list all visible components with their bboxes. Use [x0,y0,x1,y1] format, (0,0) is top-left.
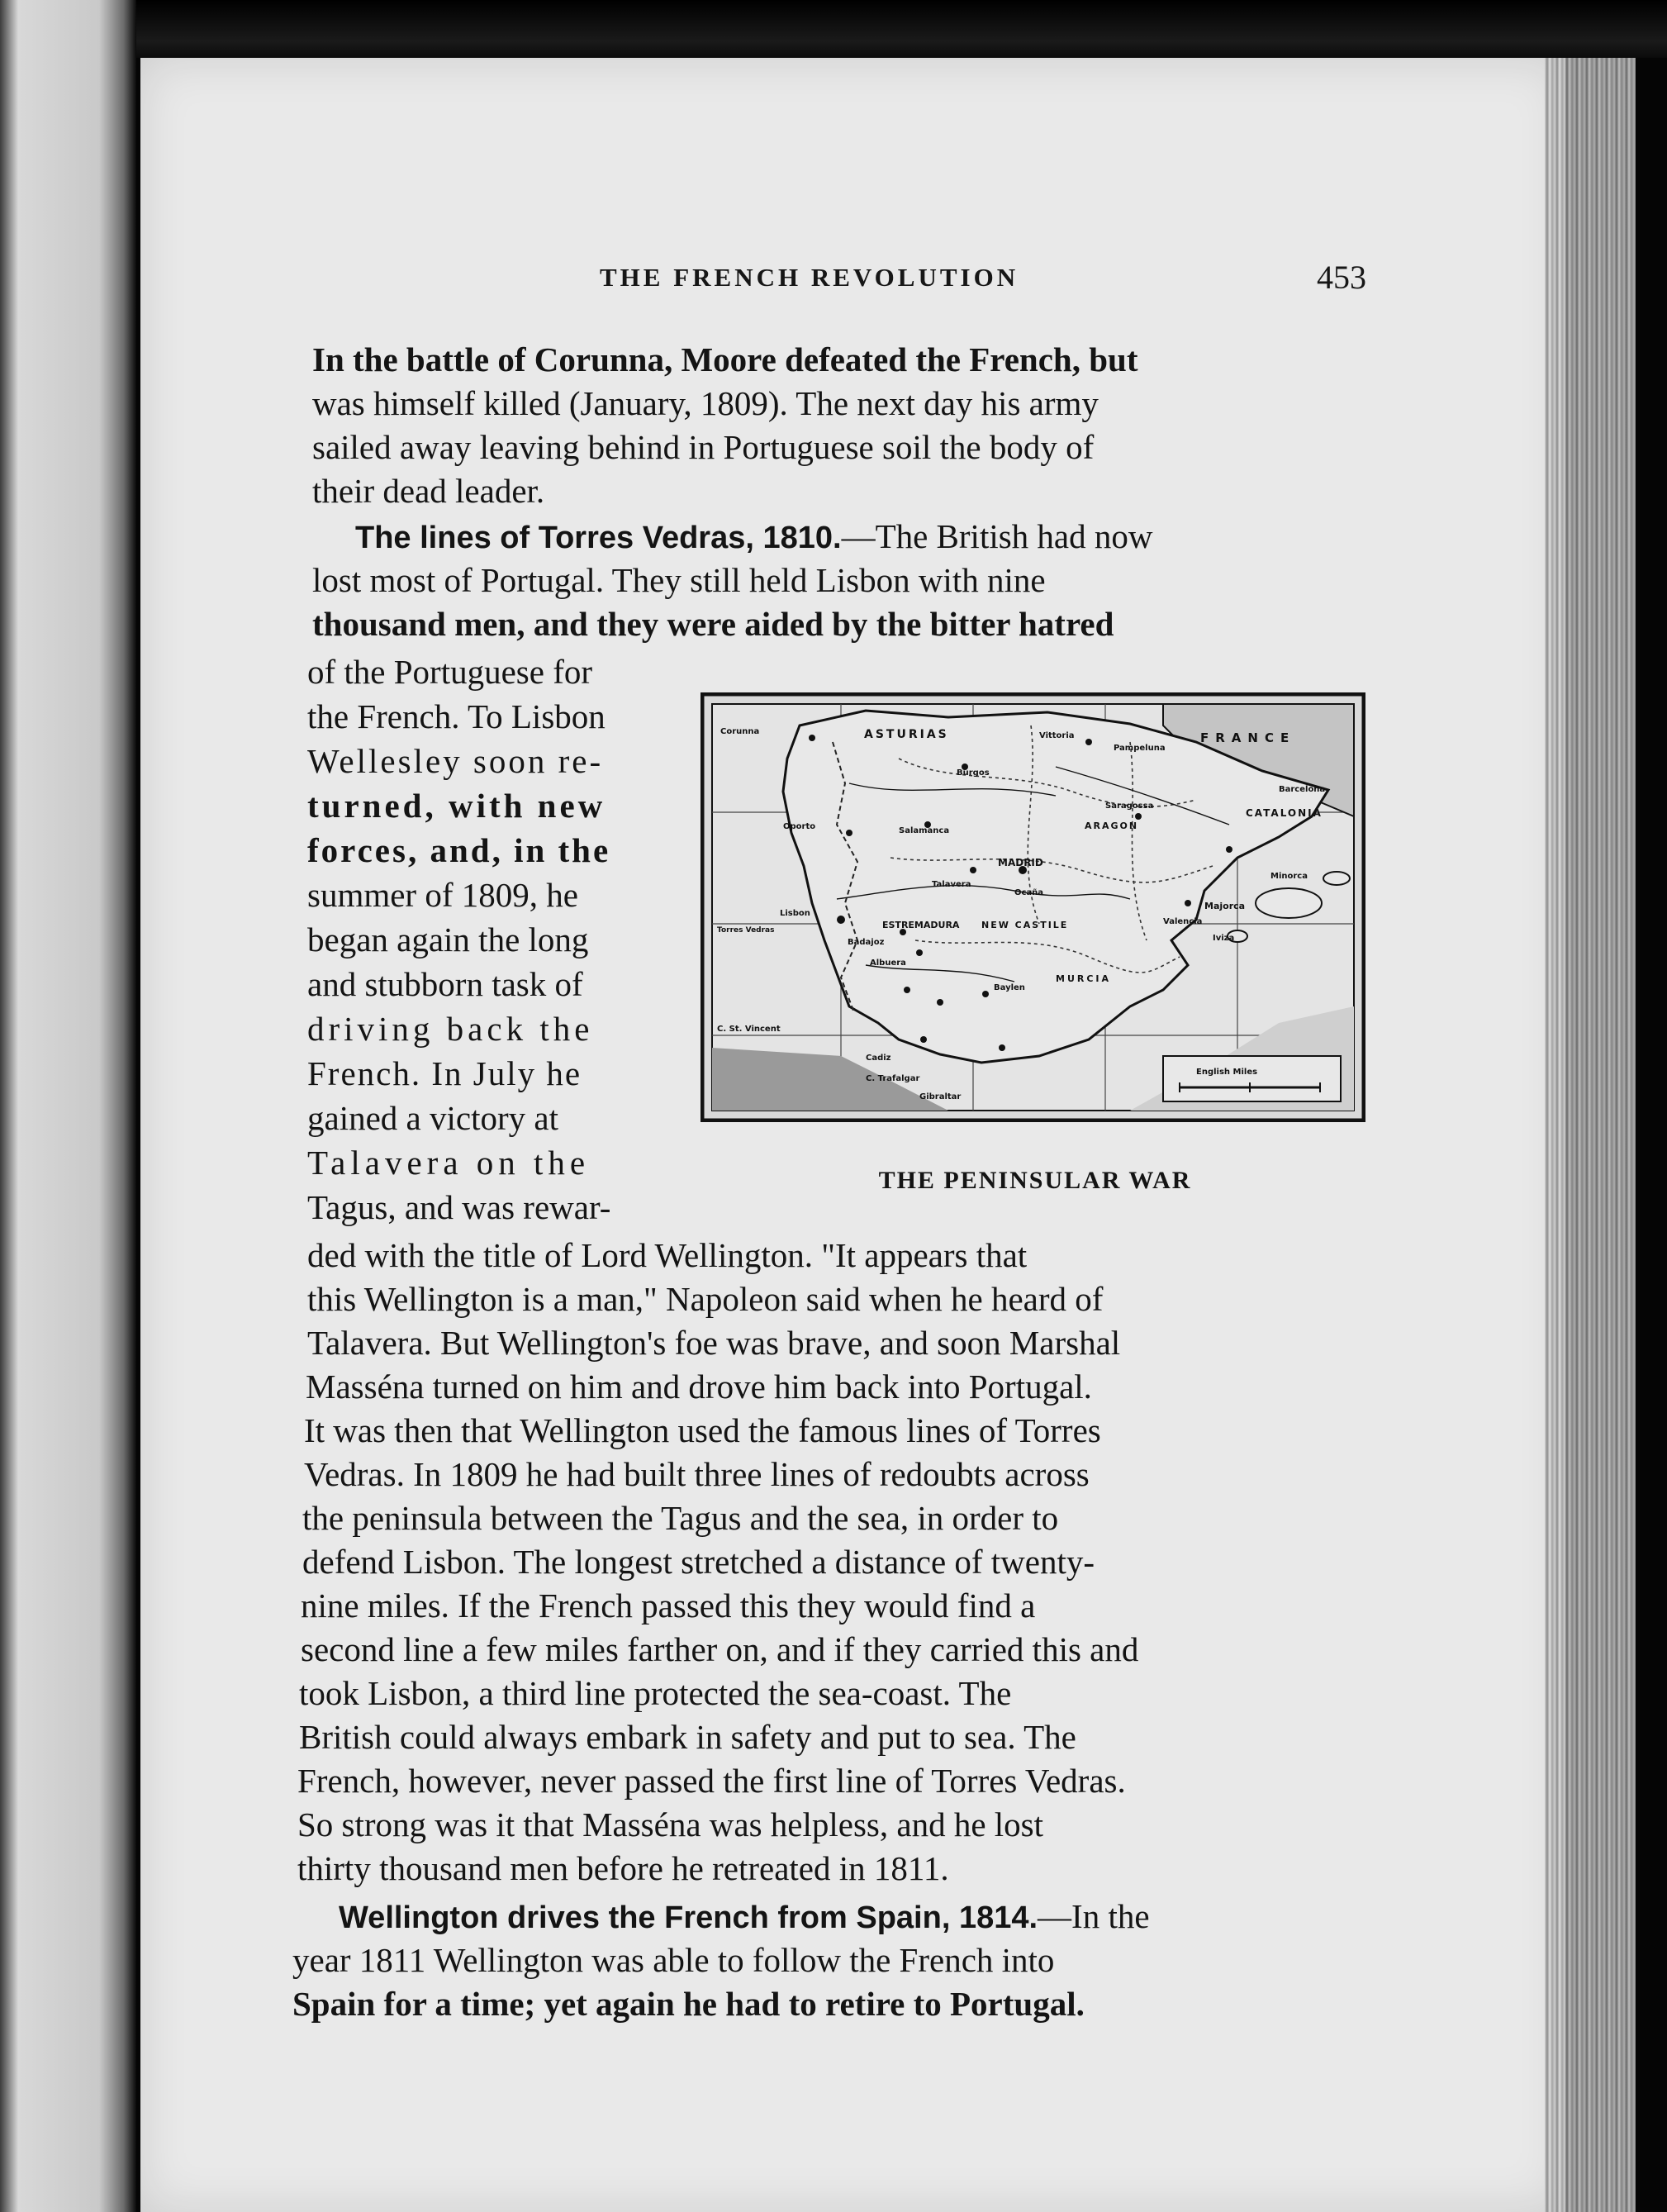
text-line: French. In July he [307,1054,582,1092]
svg-text:FRANCE: FRANCE [1200,730,1296,745]
text-line: In the battle of Corunna, Moore defeated the French, but [312,340,1138,378]
svg-text:Lisbon: Lisbon [780,909,810,918]
svg-text:Baylen: Baylen [994,983,1025,992]
svg-text:Badajoz: Badajoz [848,938,885,947]
text-line: Vedras. In 1809 he had built three lines of redoubts across [304,1455,1090,1493]
text-line: nine miles. If the French passed this they would find a [301,1586,1036,1625]
page-number: 453 [1317,259,1366,296]
svg-text:English Miles: English Miles [1196,1068,1258,1077]
svg-text:Pampeluna: Pampeluna [1114,744,1166,753]
svg-text:Iviza: Iviza [1213,934,1235,943]
facing-page-edge [0,0,136,2212]
svg-text:Barcelona: Barcelona [1279,785,1326,794]
text-line: year 1811 Wellington was able to follow the French into [292,1941,1055,1979]
svg-text:Saragossa: Saragossa [1105,802,1154,811]
svg-text:Talavera: Talavera [932,880,971,889]
svg-text:ESTREMADURA: ESTREMADURA [882,920,960,930]
paragraph-heading-line [355,516,1153,557]
running-title: THE FRENCH REVOLUTION [600,263,1019,292]
svg-text:ASTURIAS: ASTURIAS [864,728,949,741]
text-line: Tagus, and was rewar- [307,1188,611,1226]
text-line: thousand men, and they were aided by the bitter hatred [312,605,1114,643]
svg-text:Majorca: Majorca [1204,901,1246,911]
svg-text:C. St. Vincent: C. St. Vincent [717,1025,781,1034]
svg-text:Ocaña: Ocaña [1014,888,1044,897]
text-line: their dead leader. [312,472,545,510]
svg-text:Minorca: Minorca [1270,872,1308,881]
svg-text:Cadiz: Cadiz [866,1054,891,1063]
svg-text:Valencia: Valencia [1163,917,1203,926]
heading-continuation: —The British had now [841,517,1153,555]
text-line: and stubborn task of [307,965,583,1003]
paragraph-heading: Wellington drives the French from Spain, 1814. [339,1900,1038,1935]
text-line: took Lisbon, a third line protected the sea-coast. The [299,1674,1012,1712]
svg-text:MADRID: MADRID [998,857,1043,868]
svg-text:MURCIA: MURCIA [1056,973,1112,984]
text-line: Talavera on the [307,1144,591,1182]
scan-top-border [0,0,1667,58]
text-line: defend Lisbon. The longest stretched a distance of twenty- [302,1543,1095,1581]
text-line: French, however, never passed the first line of Torres Vedras. [297,1762,1126,1800]
svg-text:Burgos: Burgos [957,768,990,778]
text-line: Spain for a time; yet again he had to retire to Portugal. [292,1985,1085,2023]
text-line: British could always embark in safety and put to sea. The [299,1718,1076,1756]
peninsula-map-figure [701,692,1365,1122]
svg-text:Gibraltar: Gibraltar [919,1092,962,1101]
svg-text:Corunna: Corunna [720,727,760,736]
text-line: driving back the [307,1010,594,1048]
paragraph-heading-line [339,1896,1150,1937]
text-line: the peninsula between the Tagus and the sea, in order to [302,1499,1059,1537]
svg-text:C. Trafalgar: C. Trafalgar [866,1074,920,1083]
text-line: So strong was it that Masséna was helpless, and he lost [297,1805,1044,1843]
text-line: Masséna turned on him and drove him back into Portugal. [306,1368,1092,1406]
text-line: thirty thousand men before he retreated in 1811. [297,1849,949,1887]
text-line: Wellesley soon re- [307,742,604,780]
text-line: It was then that Wellington used the famous lines of Torres [304,1411,1101,1449]
text-line: gained a victory at [307,1099,558,1137]
peninsula-map [701,692,1365,1122]
text-line: second line a few miles farther on, and if they carried this and [301,1630,1139,1668]
text-line: of the Portuguese for [307,653,592,691]
text-line: forces, and, in the [307,831,611,869]
svg-text:Vittoria: Vittoria [1039,731,1075,740]
svg-text:CATALONIA: CATALONIA [1246,807,1323,819]
svg-text:Oporto: Oporto [783,822,816,831]
svg-text:Torres Vedras: Torres Vedras [717,926,775,935]
svg-text:NEW CASTILE: NEW CASTILE [981,920,1069,930]
text-line: ded with the title of Lord Wellington. "It appears that [307,1236,1028,1274]
svg-text:ARAGON: ARAGON [1085,821,1139,831]
text-line: this Wellington is a man," Napoleon said when he heard of [307,1280,1104,1318]
text-line: began again the long [307,920,589,959]
svg-text:Salamanca: Salamanca [899,826,950,835]
text-line: the French. To Lisbon [307,697,606,735]
paragraph-heading: The lines of Torres Vedras, 1810. [355,521,842,555]
text-line: summer of 1809, he [307,876,578,914]
text-line: turned, with new [307,787,606,825]
text-line: Talavera. But Wellington's foe was brave, and soon Marshal [307,1324,1121,1362]
text-line: sailed away leaving behind in Portuguese soil the body of [312,428,1095,466]
svg-text:Albuera: Albuera [870,959,906,968]
text-line: lost most of Portugal. They still held Lisbon with nine [312,561,1046,599]
text-line: was himself killed (January, 1809). The next day his army [312,384,1099,422]
heading-continuation: —In the [1038,1897,1150,1935]
page-stack-edge [1545,58,1636,2212]
figure-caption: THE PENINSULAR WAR [878,1167,1192,1194]
